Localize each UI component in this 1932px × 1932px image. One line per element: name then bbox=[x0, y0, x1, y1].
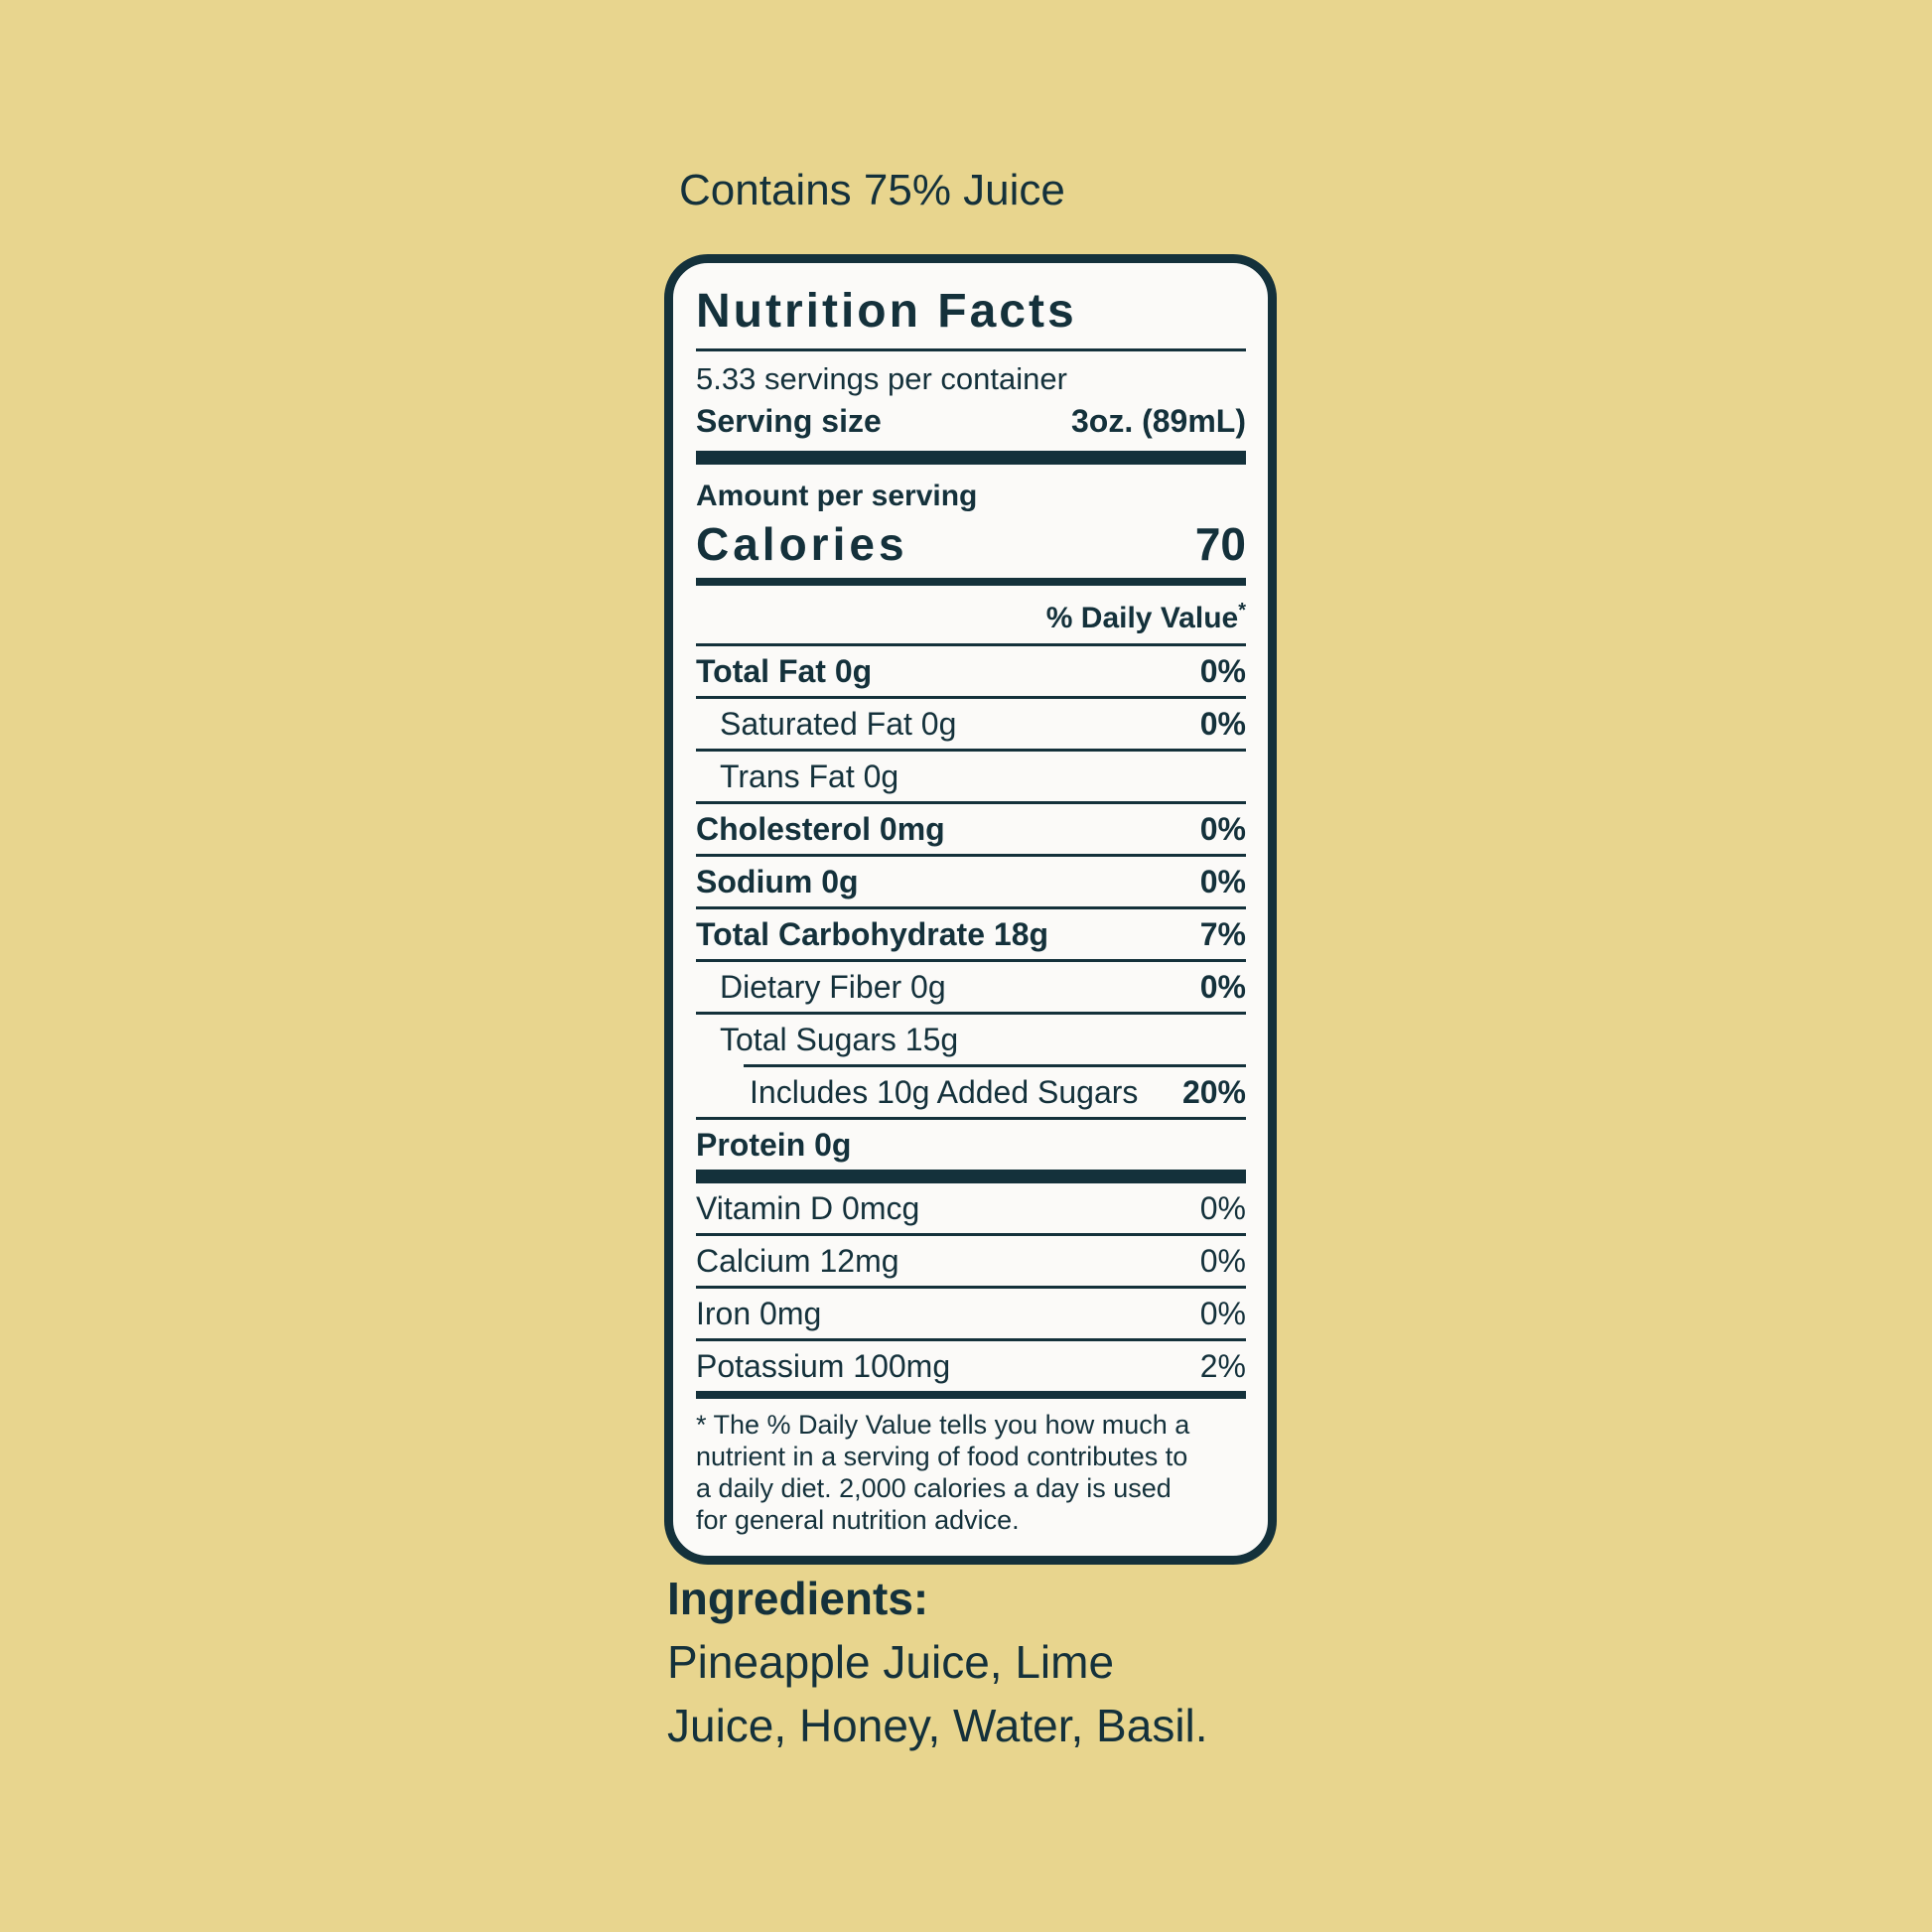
micronutrient-dv: 0% bbox=[1199, 1296, 1246, 1331]
micronutrient-dv: 0% bbox=[1199, 1190, 1246, 1226]
nutrient-name: Sodium 0g bbox=[696, 864, 859, 899]
nutrition-facts-title: Nutrition Facts bbox=[696, 285, 1077, 338]
nutrient-dv: 0% bbox=[1199, 969, 1246, 1005]
daily-value-asterisk: * bbox=[1238, 600, 1246, 621]
nutrient-dv: 20% bbox=[1181, 1074, 1246, 1110]
ingredients-section bbox=[667, 1567, 1228, 1757]
serving-size-row bbox=[696, 400, 1246, 451]
micronutrient-row bbox=[696, 1289, 1246, 1338]
nutrient-row bbox=[696, 804, 1246, 854]
servings-per-container: 5.33 servings per container bbox=[696, 361, 1067, 396]
nutrient-dv: 0% bbox=[1199, 811, 1246, 847]
nutrient-row bbox=[696, 1067, 1246, 1117]
nutrient-name: Saturated Fat 0g bbox=[720, 706, 957, 742]
micronutrient-dv: 2% bbox=[1199, 1348, 1246, 1384]
nutrient-row bbox=[696, 699, 1246, 749]
nutrient-row bbox=[696, 752, 1246, 801]
micronutrient-name: Potassium 100mg bbox=[696, 1348, 951, 1384]
amount-per-serving-label: Amount per serving bbox=[696, 480, 978, 512]
micronutrient-name: Vitamin D 0mcg bbox=[696, 1190, 920, 1226]
micronutrient-row bbox=[696, 1183, 1246, 1233]
calories-label: Calories bbox=[696, 518, 908, 570]
nutrient-name: Cholesterol 0mg bbox=[696, 811, 945, 847]
nutrient-name: Total Carbohydrate 18g bbox=[696, 916, 1049, 952]
nutrient-dv: 0% bbox=[1199, 706, 1246, 742]
medium-bar bbox=[696, 1391, 1246, 1399]
calories-value: 70 bbox=[1194, 518, 1246, 570]
nutrient-dv: 7% bbox=[1199, 916, 1246, 952]
nutrition-label-panel bbox=[664, 254, 1277, 1565]
nutrient-dv: 0% bbox=[1199, 653, 1246, 689]
micronutrient-row bbox=[696, 1236, 1246, 1286]
daily-value-header-text: % Daily Value bbox=[1045, 602, 1239, 634]
nutrient-name: Protein 0g bbox=[696, 1127, 852, 1163]
nutrient-row bbox=[696, 909, 1246, 959]
nutrient-row bbox=[696, 1015, 1246, 1064]
ingredients-heading: Ingredients: bbox=[667, 1573, 929, 1624]
nutrient-name: Dietary Fiber 0g bbox=[720, 969, 946, 1005]
nutrient-row bbox=[696, 1120, 1246, 1170]
serving-size-value: 3oz. (89mL) bbox=[1070, 403, 1246, 439]
nutrient-name: Total Fat 0g bbox=[696, 653, 873, 689]
micronutrient-name: Calcium 12mg bbox=[696, 1243, 899, 1279]
nutrient-name: Total Sugars 15g bbox=[720, 1022, 959, 1057]
thick-bar bbox=[696, 451, 1246, 465]
micronutrient-name: Iron 0mg bbox=[696, 1296, 822, 1331]
nutrient-row bbox=[696, 646, 1246, 696]
daily-value-header bbox=[696, 586, 1246, 643]
nutrient-row bbox=[696, 962, 1246, 1012]
contains-juice-text: Contains 75% Juice bbox=[679, 166, 1065, 214]
serving-size-label: Serving size bbox=[696, 403, 882, 439]
thick-bar bbox=[696, 1170, 1246, 1183]
nutrient-dv: 0% bbox=[1199, 864, 1246, 899]
ingredients-text: Pineapple Juice, Lime Juice, Honey, Water, Basil. bbox=[667, 1636, 1208, 1751]
footnote-text: * The % Daily Value tells you how much a nutrient in a serving of food contributes to a daily diet. 2,000 calories a day is used for general nutrition advice. bbox=[696, 1410, 1190, 1535]
calories-row bbox=[696, 518, 1246, 570]
micronutrient-row bbox=[696, 1341, 1246, 1391]
medium-bar bbox=[696, 578, 1246, 586]
nutrient-name: Includes 10g Added Sugars bbox=[750, 1074, 1139, 1110]
nutrient-name: Trans Fat 0g bbox=[720, 759, 899, 794]
nutrient-row bbox=[696, 857, 1246, 906]
micronutrient-dv: 0% bbox=[1199, 1243, 1246, 1279]
